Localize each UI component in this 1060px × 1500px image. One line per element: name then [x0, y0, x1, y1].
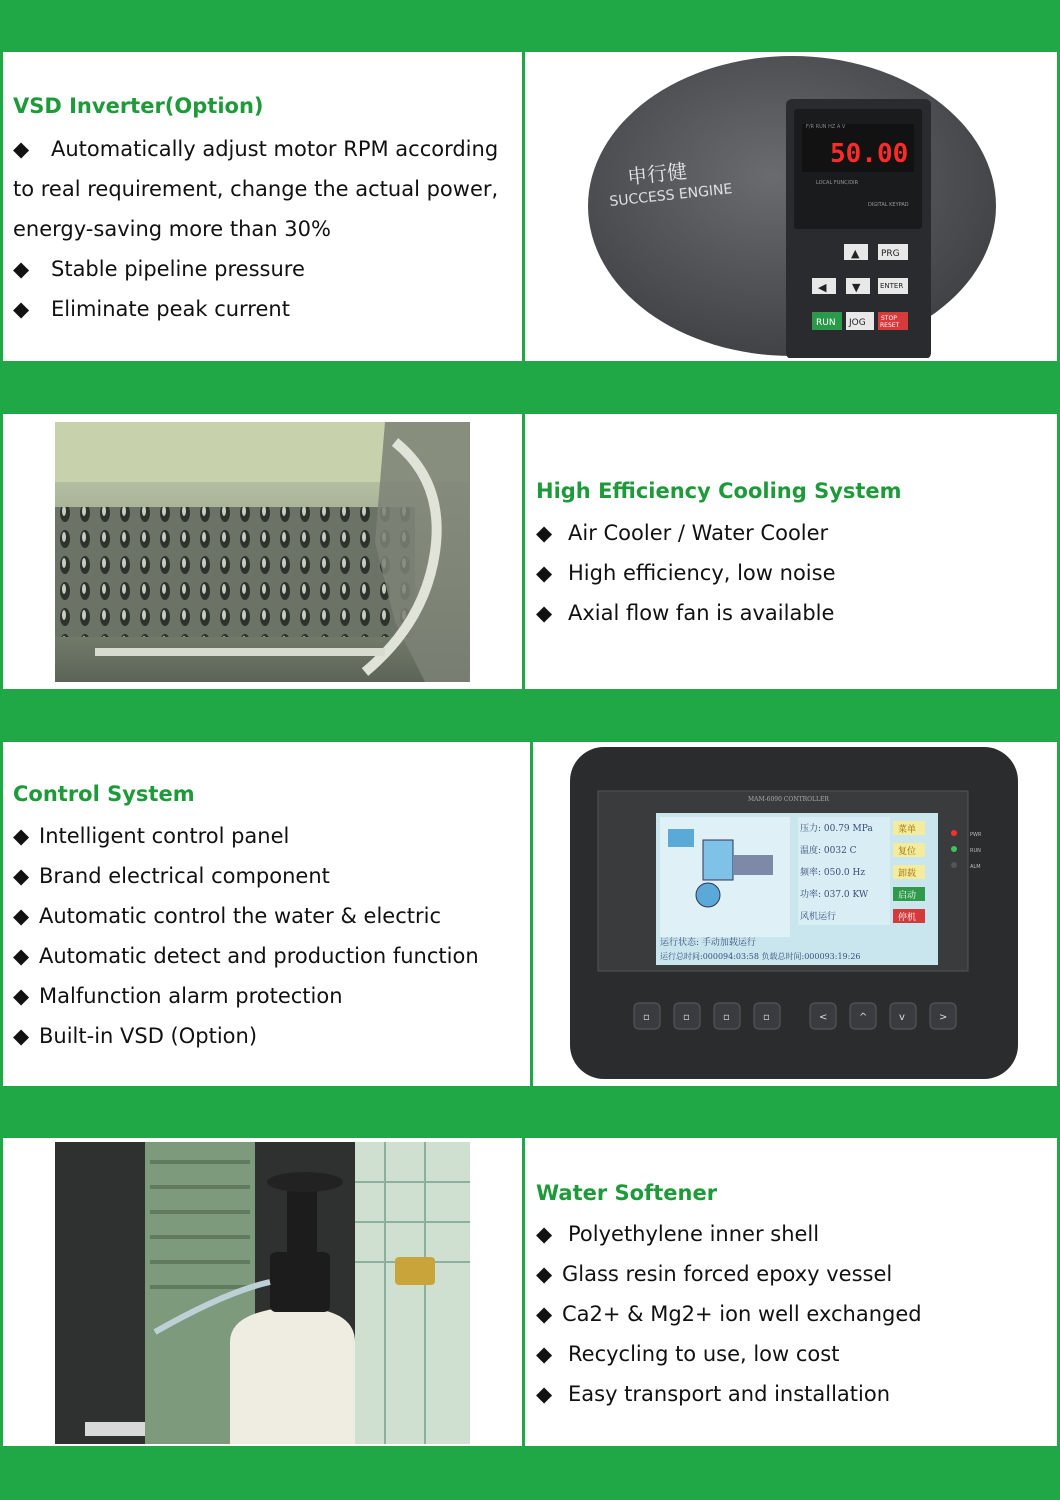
vsd-description	[13, 129, 513, 329]
bullet-icon: ◆	[536, 1302, 553, 1326]
bullet-icon: ◆	[536, 1262, 553, 1286]
svg-text:STOP: STOP	[881, 315, 897, 322]
readout-fan: 风机运行	[800, 912, 837, 922]
softener-title: Water Softener	[536, 1181, 718, 1205]
bullet-icon: ◆	[536, 1382, 553, 1406]
readout-freq: 频率: 050.0 Hz	[800, 868, 866, 878]
bullet-icon: ◆	[13, 984, 30, 1008]
bullet-icon: ◆	[536, 521, 553, 545]
svg-text:PWR: PWR	[970, 832, 982, 838]
svg-text:复位: 复位	[898, 847, 917, 857]
vsd-line-4: Stable pipeline pressure	[51, 257, 305, 281]
readout-pressure: 压力: 00.79 MPa	[800, 824, 873, 834]
svg-text:JOG: JOG	[849, 318, 866, 328]
list-item: ◆ High efficiency, low noise	[536, 553, 835, 593]
control-title: Control System	[13, 782, 195, 806]
readout-temp: 温度: 0032 C	[800, 846, 857, 856]
bullet-icon: ◆	[536, 1222, 553, 1246]
cooling-title: High Efficiency Cooling System	[536, 479, 902, 503]
svg-text:▫: ▫	[683, 1012, 690, 1023]
svg-text:RUN: RUN	[970, 848, 981, 854]
bullet-icon: ◆	[536, 561, 553, 585]
vsd-title: VSD Inverter(Option)	[13, 94, 264, 118]
inverter-display: 50.00	[830, 139, 909, 169]
bullet-icon: ◆	[13, 137, 30, 161]
svg-text:▼: ▼	[852, 281, 861, 294]
time-line: 运行总时间:000094:03:58 负载总时间:000093:19:26	[660, 952, 861, 961]
list-item: ◆ Intelligent control panel	[13, 816, 479, 856]
vsd-line-1: Automatically adjust motor RPM according	[51, 137, 499, 161]
vsd-line-2: to real requirement, change the actual power,	[13, 177, 499, 201]
svg-text:◀: ◀	[818, 281, 827, 294]
svg-text:▫: ▫	[643, 1012, 650, 1023]
bullet-icon: ◆	[13, 904, 30, 928]
list-item: ◆ Glass resin forced epoxy vessel	[536, 1254, 922, 1294]
svg-text:▫: ▫	[763, 1012, 770, 1023]
softener-tank-photo	[55, 1142, 470, 1444]
svg-text:菜单: 菜单	[898, 825, 917, 835]
bullet-icon: ◆	[536, 1342, 553, 1366]
bullet-icon: ◆	[13, 824, 30, 848]
svg-text:v: v	[899, 1012, 905, 1023]
vsd-line-5: Eliminate peak current	[51, 297, 290, 321]
list-item: ◆ Malfunction alarm protection	[13, 976, 479, 1016]
brand-cn-text: 申行健	[626, 158, 689, 189]
svg-text:▫: ▫	[723, 1012, 730, 1023]
indicator-labels: F/R RUN HZ A V	[806, 124, 846, 130]
bullet-icon: ◆	[13, 257, 30, 281]
keypad-label: DIGITAL KEYPAD	[868, 202, 909, 208]
svg-text:RUN: RUN	[816, 318, 836, 328]
vsd-line-3: energy-saving more than 30%	[13, 217, 331, 241]
bullet-icon: ◆	[536, 601, 553, 625]
bullet-icon: ◆	[13, 944, 30, 968]
svg-text:^: ^	[859, 1012, 868, 1023]
bullet-icon: ◆	[13, 1024, 30, 1048]
bullet-icon: ◆	[13, 297, 30, 321]
svg-text:ENTER: ENTER	[880, 282, 904, 290]
local-label: LOCAL FUNC/DIR	[816, 180, 859, 186]
list-item: ◆ Brand electrical component	[13, 856, 479, 896]
svg-text:RESET: RESET	[880, 322, 900, 329]
svg-text:▲: ▲	[851, 247, 860, 260]
softener-list	[536, 1214, 922, 1414]
bullet-icon: ◆	[13, 864, 30, 888]
list-item: ◆ Ca2+ & Mg2+ ion well exchanged	[536, 1294, 922, 1334]
list-item: ◆ Automatic detect and production function	[13, 936, 479, 976]
svg-text:PRG: PRG	[881, 249, 900, 259]
list-item: ◆ Air Cooler / Water Cooler	[536, 513, 835, 553]
svg-text:卸载: 卸载	[898, 869, 917, 879]
list-item: ◆ Easy transport and installation	[536, 1374, 922, 1414]
controller-name: MAM-6090 CONTROLLER	[748, 796, 829, 803]
controller-photo	[568, 745, 1020, 1081]
svg-text:ALM: ALM	[970, 864, 981, 870]
list-item: ◆ Axial flow fan is available	[536, 593, 835, 633]
svg-text:启动: 启动	[898, 891, 917, 901]
readout-power: 功率: 037.0 KW	[800, 890, 869, 900]
svg-text:停机: 停机	[898, 913, 917, 923]
cooler-fins-photo	[55, 422, 470, 682]
svg-text:<: <	[819, 1012, 828, 1023]
control-list	[13, 816, 479, 1056]
status-line: 运行状态: 手动加载运行	[660, 938, 756, 948]
brand-en-text: SUCCESS ENGINE	[608, 181, 734, 210]
list-item: ◆ Recycling to use, low cost	[536, 1334, 922, 1374]
vsd-inverter-photo	[586, 54, 998, 358]
svg-text:>: >	[939, 1012, 948, 1023]
list-item: ◆ Polyethylene inner shell	[536, 1214, 922, 1254]
cooling-list	[536, 513, 835, 633]
list-item: ◆ Automatic control the water & electric	[13, 896, 479, 936]
list-item: ◆ Built-in VSD (Option)	[13, 1016, 479, 1056]
